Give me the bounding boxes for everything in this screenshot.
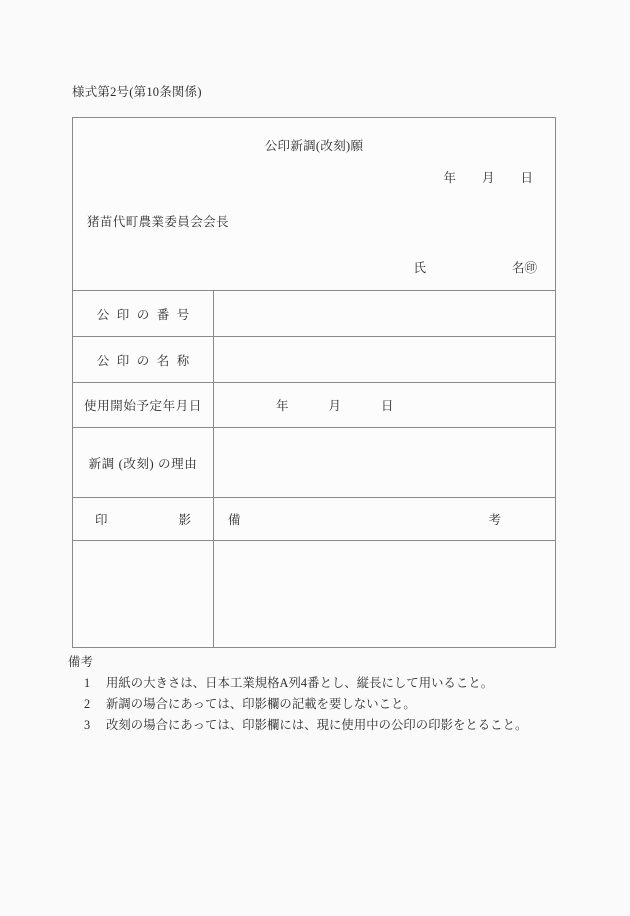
footnote-item — [68, 694, 527, 715]
date-year-label: 年 — [443, 171, 456, 185]
row-label-reason: 新調 (改刻) の理由 — [73, 428, 214, 497]
page-title: 公印新調(改刻)願 — [264, 139, 364, 153]
start-date-day-label: 日 — [381, 399, 394, 413]
row-label-seal-number: 公印の番号 — [73, 291, 214, 336]
table-row-reason — [73, 428, 555, 498]
column-header-seal-impression — [73, 498, 214, 540]
table-row-seal-remark-body — [73, 541, 555, 648]
footnote-text: 新調の場合にあっては、印影欄の記載を要しないこと。 — [106, 697, 416, 712]
row-label-start-date: 使用開始予定年月日 — [73, 383, 214, 427]
date-day-label: 日 — [520, 171, 533, 185]
row-value-seal-number[interactable] — [214, 291, 555, 336]
footnotes — [68, 652, 527, 737]
row-value-start-date[interactable] — [214, 383, 555, 427]
addressee: 猪苗代町農業委員会会長 — [87, 215, 229, 229]
given-name-label: 名 — [511, 261, 525, 275]
row-value-seal-name[interactable] — [214, 337, 555, 382]
start-date-month-label: 月 — [328, 399, 342, 413]
signature-line — [413, 258, 537, 276]
footnote-number: 2 — [84, 697, 91, 712]
table-row-start-date — [73, 383, 555, 428]
form-table — [72, 117, 556, 648]
date-month-label: 月 — [481, 171, 495, 185]
seal-stamp-icon: ㊞ — [524, 261, 537, 275]
remarks-label-right: 考 — [488, 513, 501, 527]
row-label-seal-name: 公印の名称 — [73, 337, 214, 382]
remarks-label-left: 備 — [228, 513, 241, 527]
remarks-input-area[interactable] — [214, 541, 555, 648]
table-row-seal-number — [73, 291, 555, 337]
footnote-text: 改刻の場合にあっては、印影欄には、現に使用中の公印の印影をとること。 — [106, 718, 528, 733]
start-date-year-label: 年 — [276, 399, 289, 413]
column-header-remarks — [214, 498, 555, 540]
row-value-reason[interactable] — [214, 428, 555, 497]
footnote-text: 用紙の大きさは、日本工業規格A列4番とし、縦長にして用いること。 — [106, 676, 494, 691]
footnote-item — [68, 715, 527, 736]
seal-impression-label-left: 印 — [95, 513, 108, 527]
footnotes-title: 備考 — [68, 655, 94, 669]
table-row-seal-name — [73, 337, 555, 383]
surname-label: 氏 — [413, 261, 426, 275]
seal-impression-label-right: 影 — [178, 513, 191, 527]
seal-impression-input-area[interactable] — [73, 541, 214, 648]
footnote-number: 3 — [84, 718, 91, 733]
form-header-area — [73, 118, 555, 291]
form-number: 様式第2号(第10条関係) — [72, 85, 202, 99]
table-row-seal-remark-headers — [73, 498, 555, 541]
footnote-item — [68, 673, 527, 694]
submission-date-line — [443, 168, 533, 186]
footnote-number: 1 — [84, 676, 91, 691]
